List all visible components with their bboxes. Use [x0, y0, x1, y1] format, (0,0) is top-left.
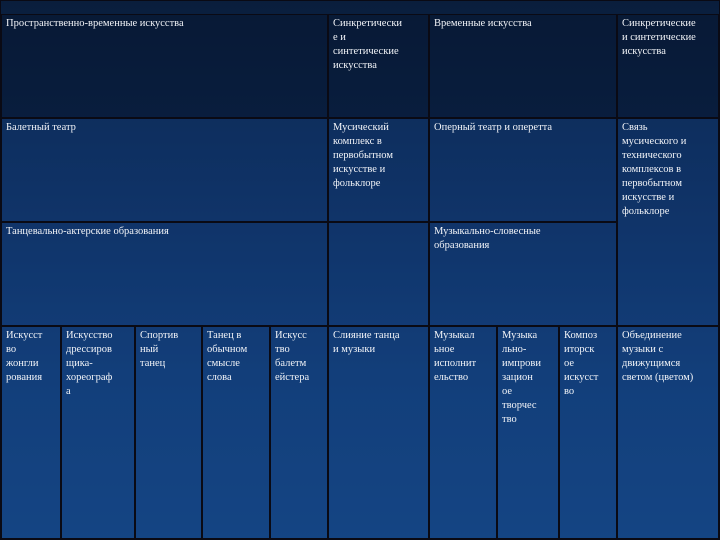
- cell-music-light-union: Объединение музыки с движущимся светом (цветом): [617, 326, 719, 539]
- cell-dance-music-fusion: Слияние танца и музыки: [328, 326, 429, 539]
- cell-empty-middle: [328, 222, 429, 326]
- cell-juggling-art: Искусст во жонгли рования: [1, 326, 61, 539]
- cell-sport-dance: Спортив ный танец: [135, 326, 202, 539]
- cell-opera-theatre: Оперный театр и оперетта: [429, 118, 617, 222]
- cell-ordinary-dance: Танец в обычном смысле слова: [202, 326, 270, 539]
- cell-link-complexes: Связь мусического и технического комплексов в первобытном искусстве и фольклоре: [617, 118, 719, 326]
- cell-music-improvisation: Музыка льно- импрови зацион ое творчес тво: [497, 326, 559, 539]
- cell-trainer-choreographer-art: Искусство дрессиров щика- хореограф а: [61, 326, 135, 539]
- cell-composition-art: Композ иторск ое искусст во: [559, 326, 617, 539]
- cell-music-verbal-formations: Музыкально-словесные образования: [429, 222, 617, 326]
- header-syncretic-arts-2: Синкретические и синтетические искусства: [617, 14, 719, 118]
- cell-musical-complex: Мусический комплекс в первобытном искусстве и фольклоре: [328, 118, 429, 222]
- cell-ballet-theatre: Балетный театр: [1, 118, 328, 222]
- header-temporal-arts: Временные искусства: [429, 14, 617, 118]
- cell-music-performance: Музыкал ьное исполнит ельство: [429, 326, 497, 539]
- cell-dance-acting-formations: Танцевально-актерские образования: [1, 222, 328, 326]
- header-spatial-temporal-arts: Пространственно-временные искусства: [1, 14, 328, 118]
- header-syncretic-arts-1: Синкретически е и синтетические искусства: [328, 14, 429, 118]
- cell-ballet-master-art: Искусс тво балетм ейстера: [270, 326, 328, 539]
